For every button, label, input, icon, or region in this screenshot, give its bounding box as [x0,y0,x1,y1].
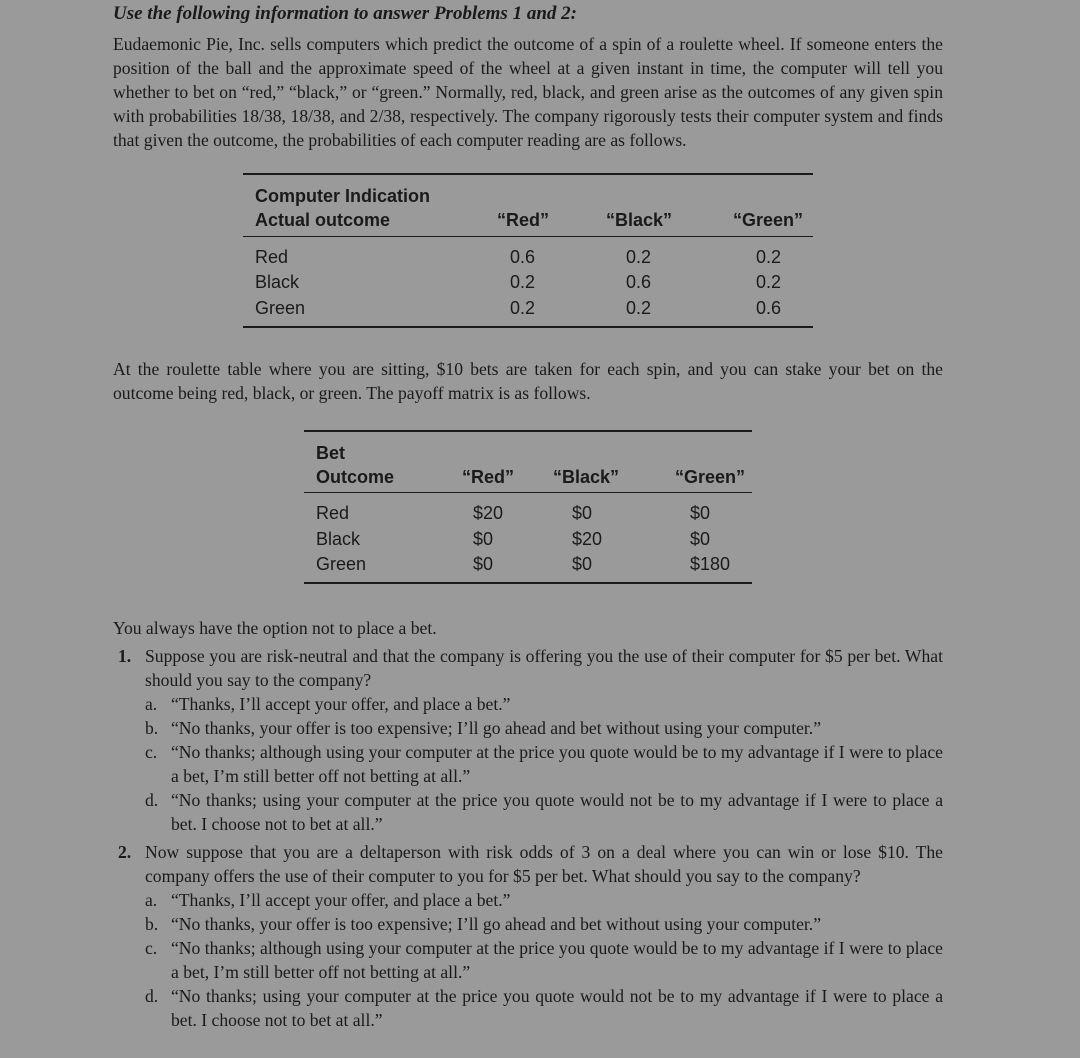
table-cell: $0 [473,554,494,574]
column-header-green: “Green” [733,210,804,230]
intro-paragraph: Eudaemonic Pie, Inc. sells computers which predict the outcome of a spin of a roulette wheel. If someone enters the position of the ball and the approximate speed of the wheel at a given instant in time, the computer will tell you whether to bet on “red,” “black,” or “green.” Normally, red, black, and green arise as the outcomes of any given spin with probabilities 18/38, 18/38, and 2/38, respectively. The company rigorously tests their computer system and finds that given the outcome, the probabilities of each computer reading are as follows. [113,34,943,150]
column-header-black: “Black” [606,210,673,230]
row-label: Red [316,503,350,523]
answer-option[interactable] [145,740,943,788]
question-2 [113,840,943,1032]
option-letter: d. [145,790,159,810]
row-label: Red [255,247,289,267]
table-cell: $20 [473,503,504,523]
table-cell: $0 [473,529,494,549]
table-header-row-label: Outcome [316,467,395,487]
question-1 [113,644,943,836]
table-cell: $180 [690,554,731,574]
table-header-rule [304,492,752,493]
column-header-black: “Black” [553,467,620,487]
option-text: “No thanks; although using your computer at the price you quote would be to my advantage if I were to place a bet, I’m still better off not betting at all.” [171,938,943,982]
column-header-red: “Red” [497,210,550,230]
questions-section [113,616,943,1032]
table-header-top: Bet [316,443,346,463]
table-cell: $20 [572,529,603,549]
question-text: Suppose you are risk-neutral and that the company is offering you the use of their computer for $5 per bet. What should you say to the company? [145,646,943,690]
table-cell: 0.6 [510,247,536,267]
row-label: Green [255,298,306,318]
answer-option[interactable] [145,788,943,836]
table-cell: 0.2 [626,247,652,267]
table-cell: 0.2 [756,272,782,292]
option-text: “Thanks, I’ll accept your offer, and place a bet.” [171,890,511,910]
row-label: Black [255,272,300,292]
question-number: 2. [118,842,132,862]
answer-option[interactable] [145,984,943,1032]
answer-option[interactable] [145,912,943,936]
instructions-heading: Use the following information to answer Problems 1 and 2: [113,3,577,24]
option-text: “No thanks, your offer is too expensive; I’ll go ahead and bet without using your computer.” [171,914,822,934]
option-text: “No thanks; using your computer at the price you quote would not be to my advantage if I were to place a bet. I choose not to bet at all.” [171,790,943,834]
column-header-green: “Green” [675,467,746,487]
option-text: “No thanks; although using your computer at the price you quote would be to my advantage if I were to place a bet, I’m still better off not betting at all.” [171,742,943,786]
table-cell: $0 [572,554,593,574]
document-page [113,0,943,152]
no-bet-note: You always have the option not to place a bet. [113,618,437,638]
question-number: 1. [118,646,132,666]
table-cell: 0.2 [510,272,536,292]
row-label: Black [316,529,361,549]
table-cell: 0.6 [756,298,782,318]
table-cell: 0.2 [510,298,536,318]
table-cell: 0.2 [756,247,782,267]
table-header-row-label: Actual outcome [255,210,391,230]
option-letter: b. [145,718,159,738]
answer-option[interactable] [145,888,943,912]
option-letter: b. [145,914,159,934]
table-cell: $0 [690,529,711,549]
option-letter: a. [145,694,158,714]
answer-option[interactable] [145,716,943,740]
payoff-paragraph: At the roulette table where you are sitting, $10 bets are taken for each spin, and you can stake your bet on the outcome being red, black, or green. The payoff matrix is as follows. [113,359,943,403]
question-text: Now suppose that you are a deltaperson with risk odds of 3 on a deal where you can win or lose $10. The company offers the use of their computer to you for $5 per bet. What should you say to the company? [145,842,943,886]
table-cell: 0.2 [626,298,652,318]
table-bottom-rule [243,326,813,328]
option-text: “No thanks; using your computer at the price you quote would not be to my advantage if I were to place a bet. I choose not to bet at all.” [171,986,943,1030]
table-top-rule [304,430,752,432]
option-letter: c. [145,742,158,762]
table-top-rule [243,173,813,175]
option-text: “Thanks, I’ll accept your offer, and place a bet.” [171,694,511,714]
table-cell: 0.6 [626,272,652,292]
middle-section [113,357,943,405]
answer-option[interactable] [145,936,943,984]
table-header-rule [243,236,813,237]
answer-option[interactable] [145,692,943,716]
table-bottom-rule [304,582,752,584]
option-letter: a. [145,890,158,910]
option-letter: d. [145,986,159,1006]
table-cell: $0 [572,503,593,523]
column-header-red: “Red” [462,467,515,487]
option-text: “No thanks, your offer is too expensive; I’ll go ahead and bet without using your computer.” [171,718,822,738]
table-cell: $0 [690,503,711,523]
option-letter: c. [145,938,158,958]
table-header-top: Computer Indication [255,186,430,206]
row-label: Green [316,554,367,574]
